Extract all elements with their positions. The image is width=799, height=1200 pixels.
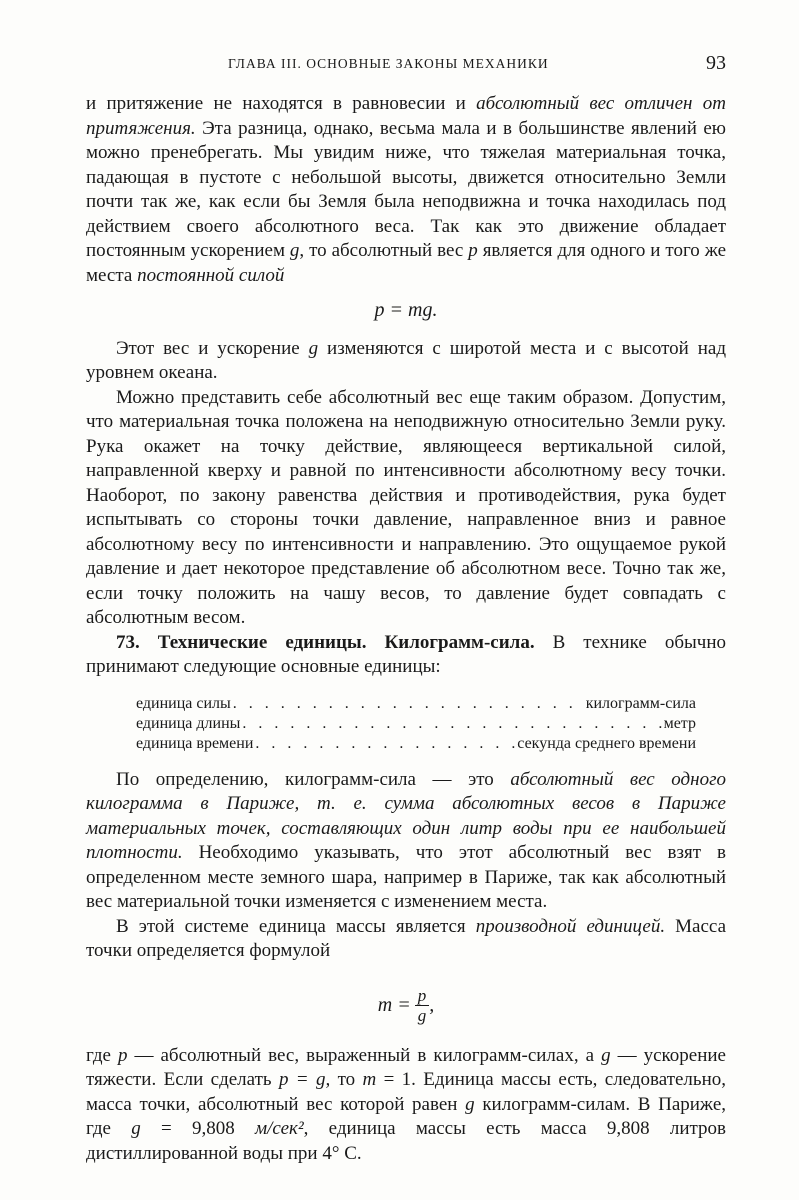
formula-weight: p = mg. [374,299,438,321]
fraction [415,986,430,1025]
running-title: ГЛАВА III. ОСНОВНЫЕ ЗАКОНЫ МЕХАНИКИ [228,56,549,71]
italic-run: p [117,1044,128,1066]
dot-leader [242,714,661,734]
italic-run: абсолютный вес одного килограмма в Париже, т. е. сумма абсолютных весов в Париже материальных точек, составляющих один литр воды при ее наибольшей плотности. [86,768,726,863]
page-number: 93 [706,52,726,74]
text-run: Эта разница, однако, весьма мала и в большинстве явлений ею можно пренебрегать. Мы увидим ниже, что тяжелая материальная точка, падающая в пустоте с небольшой высоты, движется относительно Земли почти так же, как если бы Земля была неподвижна и точка находилась под действием своего абсолютного веса. Так как это движение обладает постоянным ускорением [86,117,726,261]
italic-run: g [289,240,300,261]
section-73 [86,631,726,680]
italic-run: g [601,1044,611,1066]
text-run: В технике обычно принимают следующие основные единицы: [86,631,726,677]
formula-mass [86,976,726,1036]
text-run: — абсолютный вес, выраженный в килограмм-силах, а [127,1044,602,1066]
text-run: В этой системе единица массы является [116,915,476,937]
text-run: = 1. Единица массы есть, следовательно, масса точки, абсолютный вес которой равен [86,1069,726,1115]
text-run: = 9,808 [140,1118,256,1139]
italic-run: g [131,1118,141,1139]
paragraph-1 [86,92,726,288]
page-header [86,52,726,80]
unit-row [136,714,696,734]
unit-value: секунда среднего времени [517,734,696,752]
text-run: Необходимо указывать, что этот абсолютный вес взят в определенном месте земного шара, например в Париже, так как абсолютный вес материальной точки изменяется с изменением места. [86,842,726,912]
paragraph-6 [86,1044,726,1167]
units-table [136,694,696,754]
text-run: , единица массы есть масса 9,808 литров дистиллированной воды при 4° С. [86,1118,727,1164]
page-body [86,92,726,1166]
text-run: По определению, килограмм-сила — это [116,768,511,790]
italic-run: м/сек² [255,1118,304,1139]
italic-run: абсолютный вес отличен от притяжения. [86,93,726,139]
text-run: — ускорение тяжести. Если сделать [86,1044,726,1090]
italic-run: постоянной силой [137,264,285,286]
text-run: Этот вес и ускорение [116,337,309,359]
unit-row [136,734,696,754]
unit-name: единица силы [136,694,231,712]
italic-run: m [362,1069,377,1090]
dot-leader [233,694,584,714]
text-run: и притяжение не находятся в равновесии и [86,93,477,114]
italic-run: p = g, [278,1069,331,1090]
fraction-numerator: p [415,986,430,1006]
italic-run: производной единицей. [475,915,666,937]
fraction-denominator: g [417,1006,427,1025]
unit-value: килограмм-сила [585,694,696,712]
paragraph-2 [86,337,726,386]
unit-row [136,694,696,714]
formula-tail: , [429,994,435,1017]
italic-run: g [465,1093,475,1115]
text-run: килограмм-силам. В Париже, где [86,1093,726,1139]
paragraph-4 [86,768,726,915]
dot-leader [255,734,515,754]
unit-name: единица времени [136,734,254,752]
text-run: является для одного и того же места [86,240,727,286]
formula-lhs: m = [377,994,411,1017]
paragraph-5 [86,915,726,964]
text-run: Масса точки определяется формулой [86,915,727,961]
text-run: , то абсолютный вес [299,240,469,261]
italic-run: g [308,337,319,359]
italic-run: p [468,240,478,261]
text-run: изменяются с широтой места и с высотой над уровнем океана. [86,337,726,383]
text-run: то [330,1069,363,1090]
unit-name: единица длины [136,714,241,732]
text-run: где [86,1044,118,1066]
unit-value: метр [663,714,696,732]
section-title: 73. Технические единицы. Килограмм-сила. [116,631,535,653]
paragraph-3: Можно представить себе абсолютный вес еще таким образом. Допустим, что материальная точка положена на неподвижную относительно Земли руку. Рука окажет на точку действие, являющееся вертикальной силой, направленной кверху и равной по интенсивности абсолютному весу точки. Наоборот, по закону равенства действия и противодействия, рука будет испытывать со стороны точки давление, направленное вниз и равное абсолютному весу по интенсивности и направлению. Это ощущаемое рукой давление и дает некоторое представление об абсолютном весе. Точно так же, если точку положить на чашу весов, то давление будет совпадать с абсолютным весом. [86,386,726,628]
